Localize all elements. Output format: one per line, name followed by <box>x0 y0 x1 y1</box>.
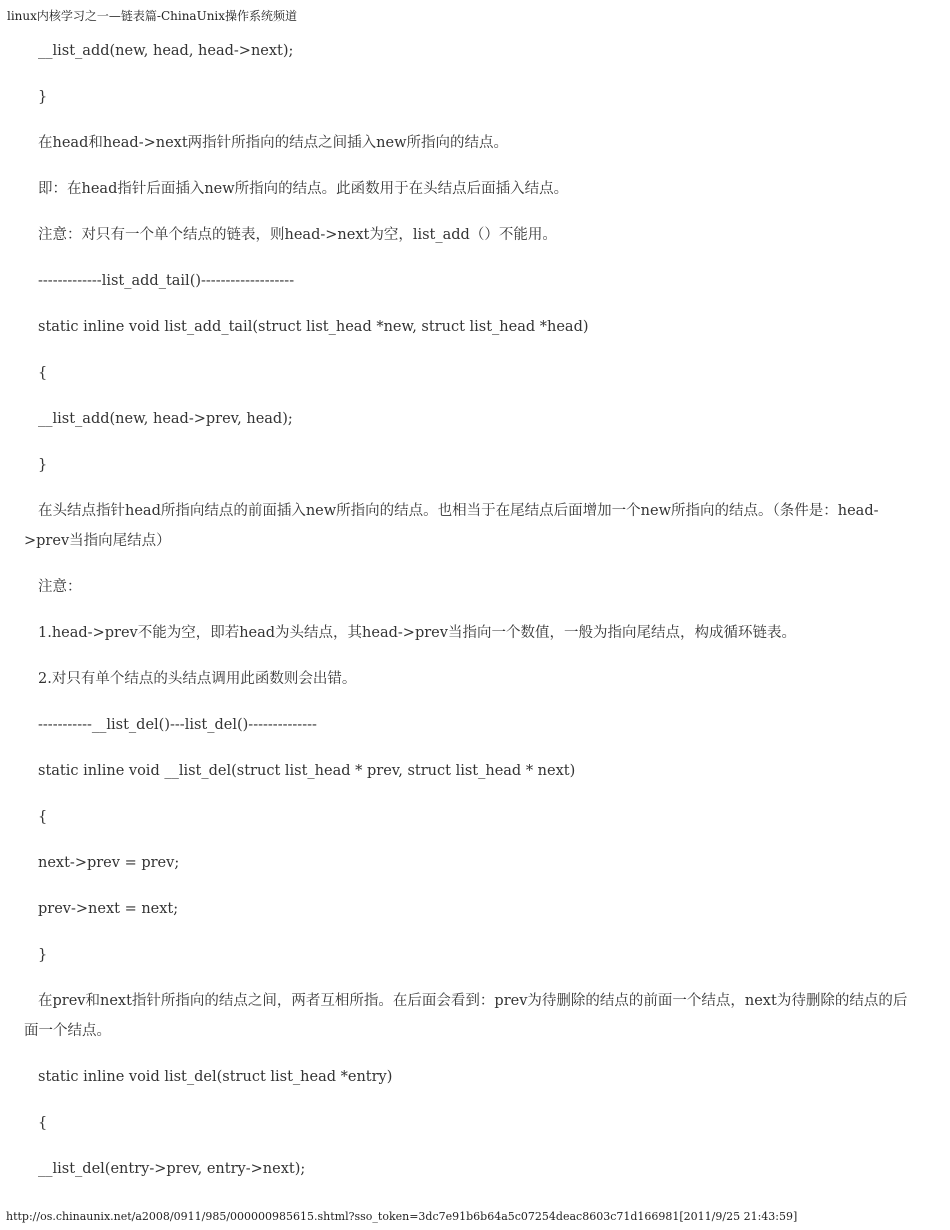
code-line: } <box>38 947 48 963</box>
article-body <box>24 36 914 1200</box>
section-divider: -----------__list_del()---list_del()-------------- <box>38 717 317 733</box>
code-line: } <box>38 457 48 473</box>
code-line: { <box>38 365 48 381</box>
section-divider: -------------list_add_tail()------------------- <box>38 273 295 289</box>
code-line: static inline void list_add_tail(struct list_head *new, struct list_head *head) <box>38 319 589 335</box>
text-paragraph: 1.head->prev不能为空，即若head为头结点，其head->prev当指向一个数值，一般为指向尾结点，构成循环链表。 <box>38 625 796 641</box>
text-paragraph: 在头结点指针head所指向结点的前面插入new所指向的结点。也相当于在尾结点后面增加一个new所指向的结点。（条件是：head->prev当指向尾结点） <box>24 503 879 549</box>
code-line: { <box>38 1115 48 1131</box>
text-paragraph: 2.对只有单个结点的头结点调用此函数则会出错。 <box>38 671 357 687</box>
text-paragraph: 注意： <box>38 579 82 595</box>
text-paragraph: 在head和head->next两指针所指向的结点之间插入new所指向的结点。 <box>38 135 508 151</box>
text-paragraph: 在prev和next指针所指向的结点之间，两者互相所指。在后面会看到：prev为待删除的结点的前面一个结点，next为待删除的结点的后面一个结点。 <box>24 993 908 1039</box>
code-line: __list_add(new, head, head->next); <box>38 43 294 59</box>
page-header-title: linux内核学习之一—链表篇-ChinaUnix操作系统频道 <box>7 9 298 23</box>
code-line: prev->next = next; <box>38 901 179 917</box>
code-line: static inline void list_del(struct list_head *entry) <box>38 1069 393 1085</box>
code-line: { <box>38 809 48 825</box>
code-line: __list_del(entry->prev, entry->next); <box>38 1161 306 1177</box>
code-line: static inline void __list_del(struct list_head * prev, struct list_head * next) <box>38 763 576 779</box>
code-line: next->prev = prev; <box>38 855 180 871</box>
code-line: } <box>38 89 48 105</box>
text-paragraph: 注意：对只有一个单个结点的链表，则head->next为空，list_add（）不能用。 <box>38 227 557 243</box>
code-line: __list_add(new, head->prev, head); <box>38 411 293 427</box>
text-paragraph: 即：在head指针后面插入new所指向的结点。此函数用于在头结点后面插入结点。 <box>38 181 569 197</box>
page-footer-url: http://os.chinaunix.net/a2008/0911/985/000000985615.shtml?sso_token=3dc7e91b6b64a5c07254deac8603c71d166981[2011/9/25 21:43:59] <box>6 1210 798 1223</box>
